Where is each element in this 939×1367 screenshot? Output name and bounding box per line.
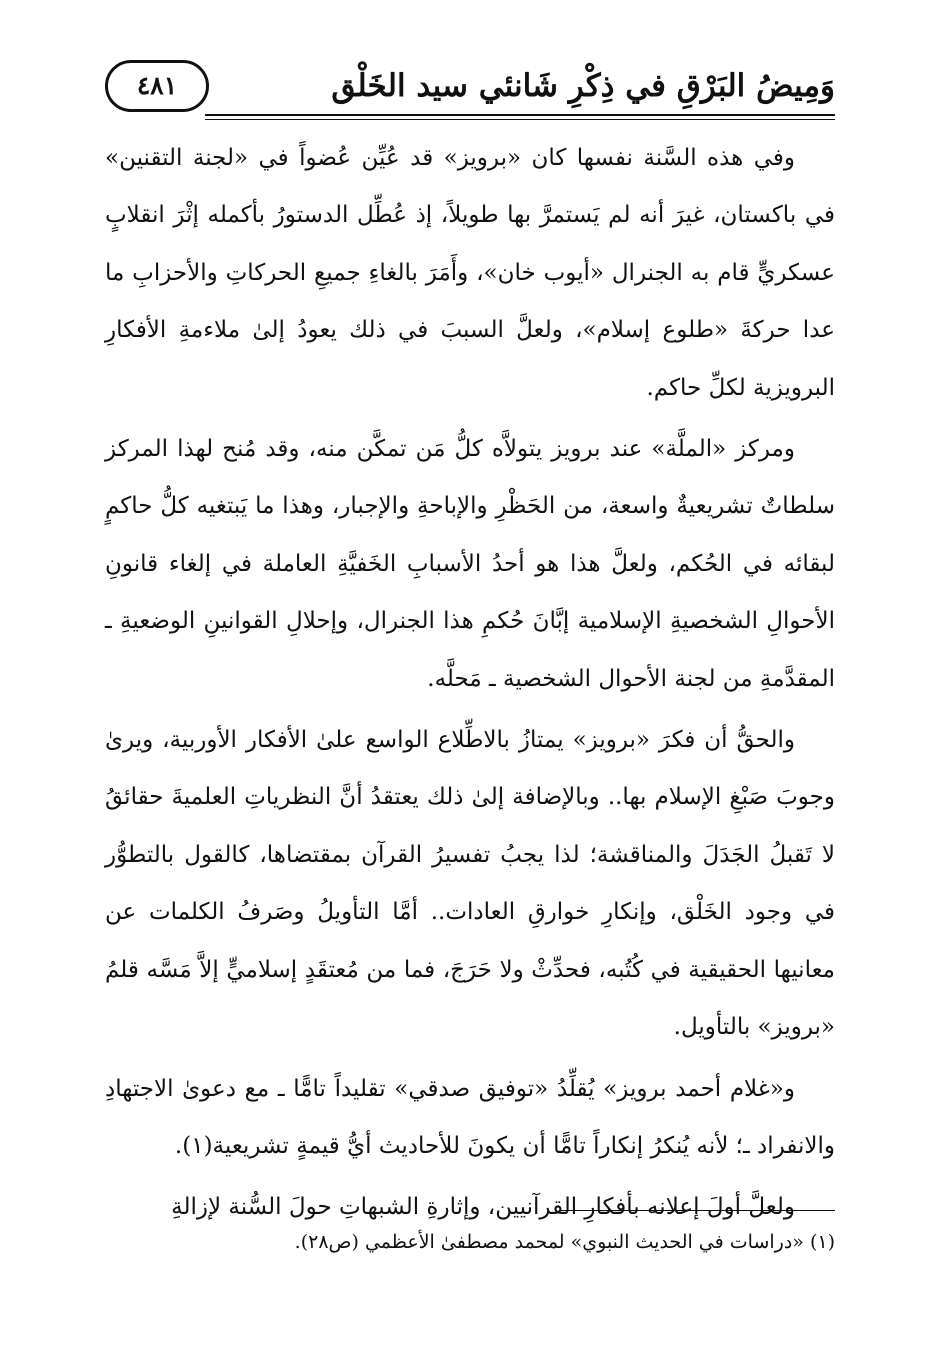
paragraph-1: وفي هذه السَّنة نفسها كان «برويز» قد عُيِّن عُضواً في «لجنة التقنين» في باكستان، غيرَ أنه لم يَستمرَّ بها طويلاً، إذ عُطِّل الدستورُ بأكمله إثْرَ انقلابٍ عسكريٍّ قام به الجنرال «أيوب خان»، وأَمَرَ بالغاءِ جميعِ الحركاتِ والأحزابِ ما عدا حركةَ «طلوع إسلام»، ولعلَّ السببَ في ذلك يعودُ إلىٰ ملاءمةِ الأفكارِ البرويزية لكلِّ حاكم. bbox=[105, 145, 835, 401]
paragraph-5: ولعلَّ أولَ إعلانه بأفكارِ القرآنيين، وإثارةِ الشبهاتِ حولَ السُّنة لإزالةِ bbox=[171, 1194, 795, 1221]
paragraph-4: و«غلام أحمد برويز» يُقلِّدُ «توفيق صدقي» تقليداً تامًّا ـ مع دعوىٰ الاجتهادِ والانفراد ـ؛ لأنه يُنكرُ إنكاراً تامًّا أن يكونَ للأحاديث أيُّ قيمةٍ تشريعية(١). bbox=[105, 1075, 835, 1159]
footnote: (١) «دراسات في الحديث النبوي» لمحمد مصطفىٰ الأعظمي (ص٢٨). bbox=[294, 1231, 835, 1253]
paragraph-3: والحقُّ أن فكرَ «برويز» يمتازُ بالاطِّلاع الواسع علىٰ الأفكار الأوربية، ويرىٰ وجوبَ صَبْغِ الإسلام بها.. وبالإضافة إلىٰ ذلك يعتقدُ أنَّ النظرياتِ العلميةَ حقائقُ لا تَقبلُ الجَدَلَ والمناقشة؛ لذا يجبُ تفسيرُ القرآن بمقتضاها، كالقول بالتطوُّر في وجود الخَلْق، وإنكارِ خوارقِ العادات.. أمَّا التأويلُ وصَرفُ الكلمات عن معانيها الحقيقية في كُتُبه، فحدِّثْ ولا حَرَجَ، فما من مُعتقَدٍ إسلاميٍّ إلاَّ مَسَّه قلمُ «برويز» بالتأويل. bbox=[105, 727, 835, 1041]
page-number-badge: ٤٨١ bbox=[105, 60, 209, 112]
footnote-rule bbox=[560, 1210, 835, 1211]
book-title: وَمِيضُ البَرْقِ في ذِكْرِ شَانئي سيد الخَلْق bbox=[331, 68, 835, 104]
header-rule-thin bbox=[205, 119, 835, 120]
paragraph-2: ومركز «الملَّة» عند برويز يتولاَّه كلُّ مَن تمكَّن منه، وقد مُنح لهذا المركز سلطاتٌ تشريعيةٌ واسعة، من الحَظْرِ والإباحةِ والإجبار، وهذا ما يَبتغيه كلُّ حاكمٍ لبقائه في الحُكم، ولعلَّ هذا هو أحدُ الأسبابِ الخَفيَّةِ العاملة في إلغاء قانونِ الأحوالِ الشخصيةِ الإسلامية إبَّانَ حُكمِ هذا الجنرال، وإحلالِ القوانينِ الوضعيةِ ـ المقدَّمةِ من لجنة الأحوال الشخصية ـ مَحلَّه. bbox=[105, 436, 835, 692]
body-text bbox=[105, 130, 835, 1241]
running-header bbox=[105, 58, 835, 120]
header-rule bbox=[205, 114, 835, 116]
